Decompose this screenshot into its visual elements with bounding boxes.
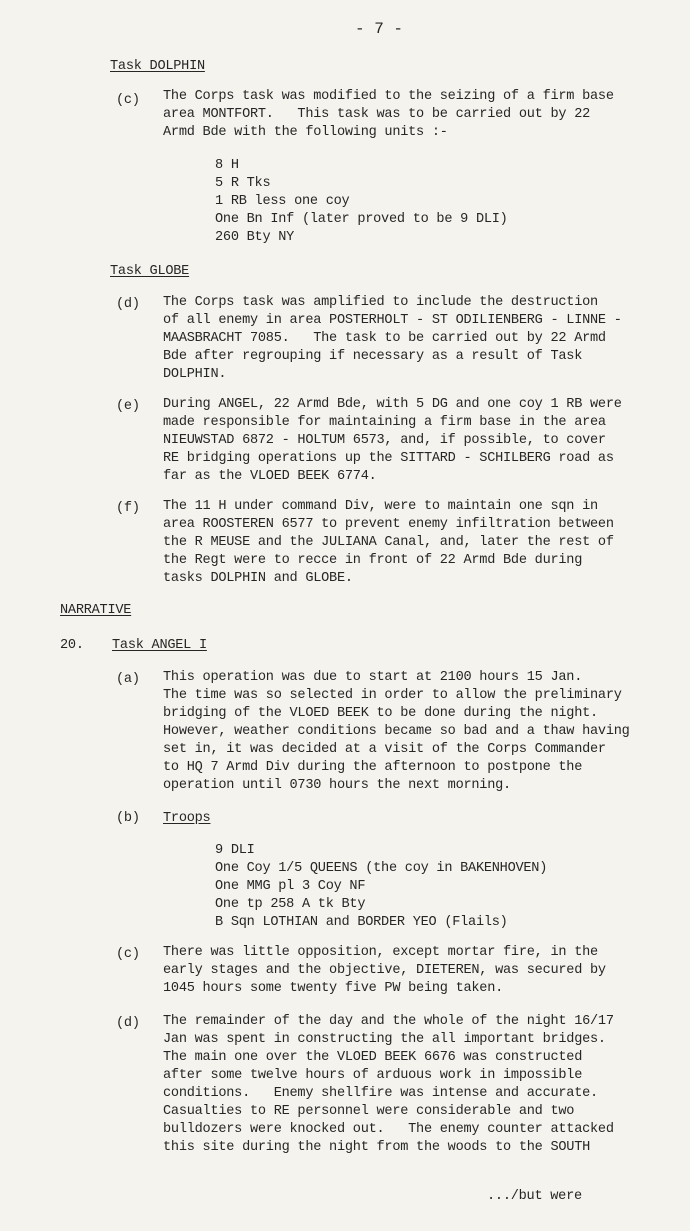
para-a-line: operation until 0730 hours the next morning. [163,778,511,793]
para-e-line: made responsible for maintaining a firm base in the area [163,415,606,430]
para-f-line: The 11 H under command Div, were to maintain one sqn in [163,499,598,514]
para-c-line: 1045 hours some twenty five PW being taken. [163,981,504,996]
para-e-line: During ANGEL, 22 Armd Bde, with 5 DG and one coy 1 RB were [163,397,622,412]
para-d-line: The main one over the VLOED BEEK 6676 was constructed [163,1050,583,1065]
para-d-label: (d) [116,297,140,312]
para-d-label: (d) [116,1016,140,1031]
para-e-label: (e) [116,399,140,414]
para-c-line: area MONTFORT. This task was to be carried out by 22 [163,107,591,122]
para-a-line: to HQ 7 Armd Div during the afternoon to postpone the [163,760,583,775]
troops-heading: Troops [163,811,211,826]
para-b-label: (b) [116,811,140,826]
unit-item: 260 Bty NY [215,230,295,245]
narrative-heading: NARRATIVE [60,603,132,618]
para-c-line: early stages and the objective, DIETEREN, was secured by [163,963,606,978]
para-d-line: The Corps task was amplified to include the destruction [163,295,598,310]
para-c-label: (c) [116,93,140,108]
para-a-line: However, weather conditions became so bad and a thaw having [163,724,630,739]
troop-item: 9 DLI [215,843,255,858]
para-d-line: this site during the night from the woods to the SOUTH [163,1140,591,1155]
task-angel-heading: Task ANGEL I [112,638,207,653]
troop-item: B Sqn LOTHIAN and BORDER YEO (Flails) [215,915,508,930]
continuation-note: .../but were [487,1189,582,1204]
troop-item: One Coy 1/5 QUEENS (the coy in BAKENHOVEN) [215,861,548,876]
para-a-label: (a) [116,672,140,687]
para-f-line: the Regt were to recce in front of 22 Armd Bde during [163,553,583,568]
para-d-line: Bde after regrouping if necessary as a result of Task [163,349,583,364]
para-d-line: after some twelve hours of arduous work in impossible [163,1068,583,1083]
para-e-line: RE bridging operations up the SITTARD - SCHILBERG road as [163,451,614,466]
para-f-label: (f) [116,501,140,516]
unit-item: 8 H [215,158,239,173]
para-a-line: bridging of the VLOED BEEK to be done during the night. [163,706,598,721]
para-d-line: MAASBRACHT 7085. The task to be carried out by 22 Armd [163,331,606,346]
para-f-line: tasks DOLPHIN and GLOBE. [163,571,353,586]
para-d-line: conditions. Enemy shellfire was intense and accurate. [163,1086,598,1101]
para-d-line: Casualties to RE personnel were considerable and two [163,1104,575,1119]
para-c-line: Armd Bde with the following units :- [163,125,448,140]
para-d-line: DOLPHIN. [163,367,227,382]
para-number: 20. [60,638,84,653]
page-number: - 7 - [355,20,404,38]
para-a-line: The time was so selected in order to allow the preliminary [163,688,622,703]
unit-item: 1 RB less one coy [215,194,350,209]
para-e-line: NIEUWSTAD 6872 - HOLTUM 6573, and, if possible, to cover [163,433,606,448]
para-d-line: The remainder of the day and the whole of the night 16/17 [163,1014,614,1029]
para-a-line: This operation was due to start at 2100 hours 15 Jan. [163,670,583,685]
unit-item: 5 R Tks [215,176,271,191]
troop-item: One MMG pl 3 Coy NF [215,879,366,894]
task-dolphin-heading: Task DOLPHIN [110,59,205,74]
para-f-line: area ROOSTEREN 6577 to prevent enemy infiltration between [163,517,614,532]
para-d-line: of all enemy in area POSTERHOLT - ST ODILIENBERG - LINNE - [163,313,622,328]
para-e-line: far as the VLOED BEEK 6774. [163,469,377,484]
para-f-line: the R MEUSE and the JULIANA Canal, and, later the rest of [163,535,614,550]
para-c-line: There was little opposition, except mortar fire, in the [163,945,598,960]
para-d-line: bulldozers were knocked out. The enemy counter attacked [163,1122,614,1137]
para-a-line: set in, it was decided at a visit of the Corps Commander [163,742,606,757]
task-globe-heading: Task GLOBE [110,264,190,279]
para-d-line: Jan was spent in constructing the all important bridges. [163,1032,606,1047]
troop-item: One tp 258 A tk Bty [215,897,366,912]
para-c-label: (c) [116,947,140,962]
unit-item: One Bn Inf (later proved to be 9 DLI) [215,212,508,227]
para-c-line: The Corps task was modified to the seizing of a firm base [163,89,614,104]
